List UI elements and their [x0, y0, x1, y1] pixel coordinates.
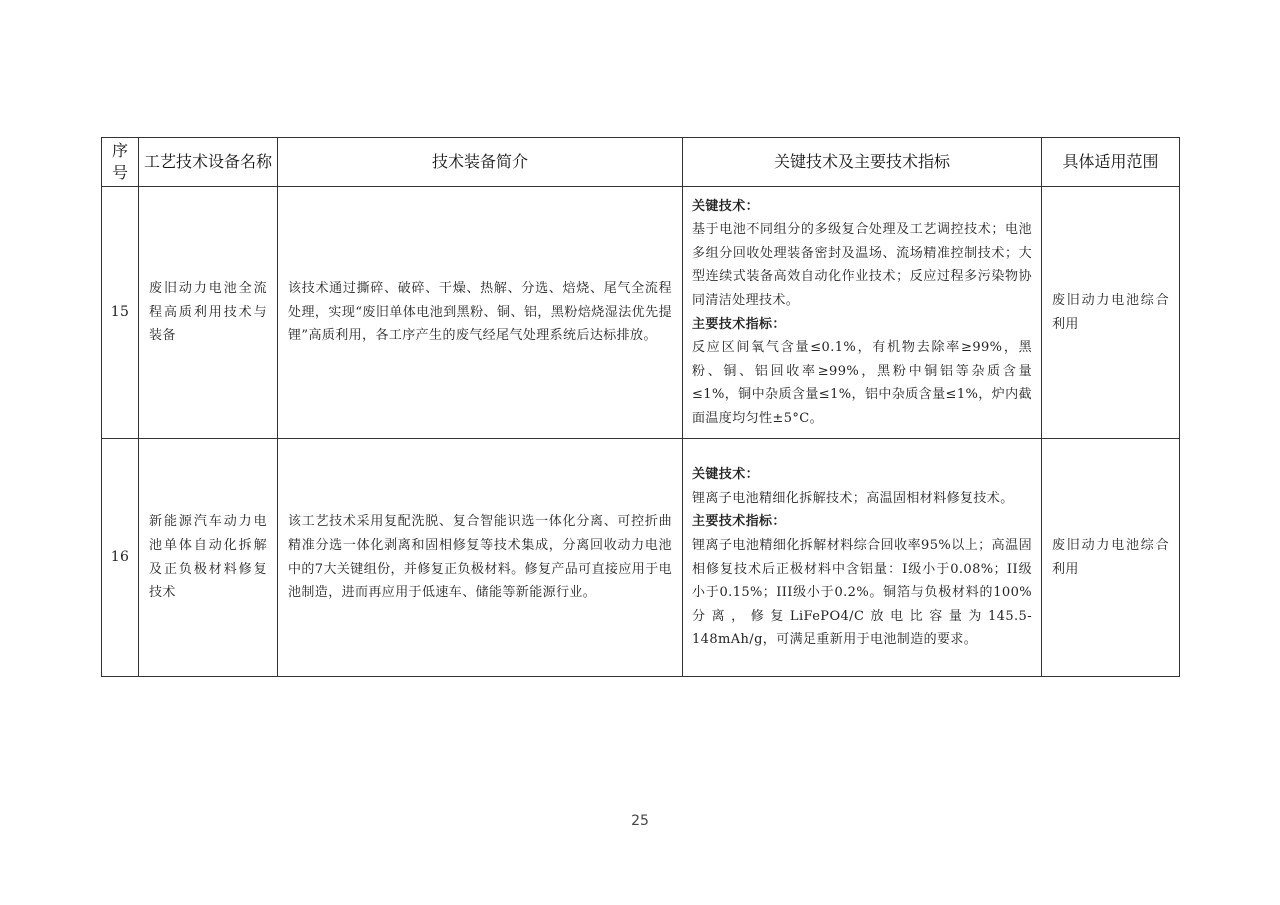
- table-row: [102, 439, 1180, 677]
- row-key-tech: [683, 439, 1042, 677]
- row-seq: 15: [102, 187, 139, 439]
- header-seq: 序号: [102, 138, 139, 187]
- header-name: 工艺技术设备名称: [139, 138, 278, 187]
- indicators-text: 反应区间氧气含量≤0.1%，有机物去除率≥99%，黑粉、铜、铝回收率≥99%，黑粉中铜铝等杂质含量≤1%，铜中杂质含量≤1%，铝中杂质含量≤1%，炉内截面温度均匀性±5°C。: [692, 340, 1032, 426]
- key-tech-text: 锂离子电池精细化拆解技术；高温固相材料修复技术。: [692, 490, 1014, 506]
- row-intro: 该技术通过撕碎、破碎、干燥、热解、分选、焙烧、尾气全流程处理，实现“废旧单体电池到黑粉、铜、铝，黑粉焙烧湿法优先提锂”高质利用，各工序产生的废气经尾气处理系统后达标排放。: [278, 187, 683, 439]
- row-seq: 16: [102, 439, 139, 677]
- header-key-tech: 关键技术及主要技术指标: [683, 138, 1042, 187]
- key-tech-label: 关键技术：: [692, 467, 760, 483]
- key-tech-text: 基于电池不同组分的多级复合处理及工艺调控技术；电池多组分回收处理装备密封及温场、流场精准控制技术；大型连续式装备高效自动化作业技术；反应过程多污染物协同清洁处理技术。: [692, 222, 1032, 308]
- key-tech-label: 关键技术：: [692, 198, 760, 214]
- technology-table: [101, 137, 1180, 677]
- header-scope: 具体适用范围: [1042, 138, 1180, 187]
- row-key-tech: [683, 187, 1042, 439]
- row-name: 新能源汽车动力电池单体自动化拆解及正负极材料修复技术: [139, 439, 278, 677]
- table-header-row: [102, 138, 1180, 187]
- page-number: 25: [631, 813, 649, 829]
- indicators-label: 主要技术指标：: [692, 514, 786, 530]
- indicators-text: 锂离子电池精细化拆解材料综合回收率95%以上；高温固相修复技术后正极材料中含铝量：I级小于0.08%；II级小于0.15%；III级小于0.2%。铜箔与负极材料的100%分离，修复LiFePO4/C放电比容量为145.5-148mAh/g，可满足重新用于电池制造的要求。: [692, 537, 1032, 648]
- row-scope: 废旧动力电池综合利用: [1042, 439, 1180, 677]
- row-scope: 废旧动力电池综合利用: [1042, 187, 1180, 439]
- row-intro: 该工艺技术采用复配洗脱、复合智能识选一体化分离、可控折曲精准分选一体化剥离和固相修复等技术集成，分离回收动力电池中的7大关键组份，并修复正负极材料。修复产品可直接应用于电池制造，进而再应用于低速车、储能等新能源行业。: [278, 439, 683, 677]
- row-name: 废旧动力电池全流程高质利用技术与装备: [139, 187, 278, 439]
- indicators-label: 主要技术指标：: [692, 316, 786, 332]
- header-intro: 技术装备简介: [278, 138, 683, 187]
- table-row: [102, 187, 1180, 439]
